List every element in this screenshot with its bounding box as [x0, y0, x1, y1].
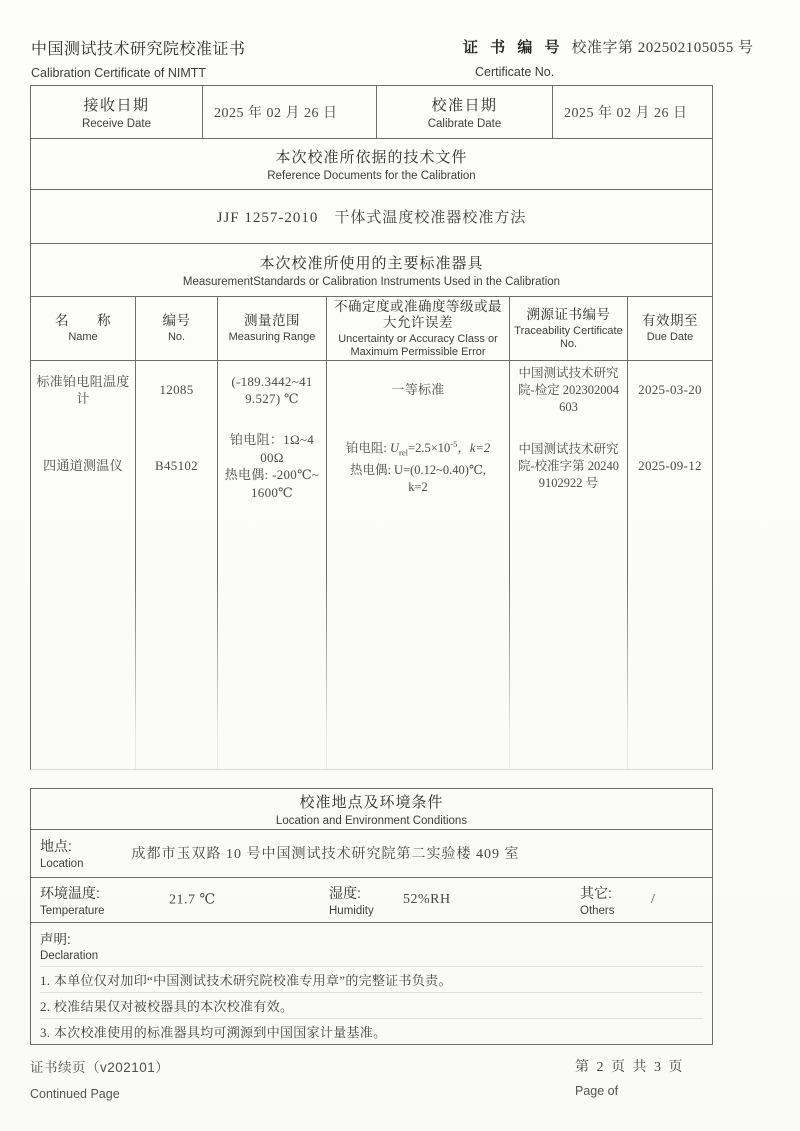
declaration-section	[31, 922, 712, 1044]
location-value: 成都市玉双路 10 号中国测试技术研究院第二实验楼 409 室	[131, 847, 520, 863]
calibrate-date-value: 2025 年 02 月 26 日	[564, 106, 688, 121]
col-header-name	[31, 297, 136, 360]
calibrate-date-value-cell	[553, 86, 712, 138]
location-section-title	[31, 789, 712, 829]
location-label	[40, 836, 83, 870]
location-title-cn: 校准地点及环境条件	[299, 793, 444, 811]
col-header-traceability-en: Traceability Certificate No.	[514, 324, 623, 350]
col-header-traceability-cn: 溯源证书编号	[526, 306, 611, 322]
col-header-name-cn: 名 称	[55, 313, 111, 328]
col-header-range	[218, 297, 327, 360]
col-header-uncertainty-en: Uncertainty or Accuracy Class or Maximum Permissible Error	[338, 332, 498, 358]
col-header-range-cn: 测量范围	[244, 313, 300, 328]
humidity-label-cn: 湿度:	[329, 884, 361, 901]
page-number-en: Page of	[575, 1084, 619, 1098]
calibrate-date-label-cell	[377, 86, 553, 138]
col-header-due-date-en: Due Date	[646, 331, 694, 343]
traceability-column	[510, 361, 628, 769]
others-label-cn: 其它:	[580, 884, 612, 901]
certificate-number-value: 校准字第 202502105055 号	[571, 40, 754, 56]
instrument-1-uncertainty: 一等标准	[391, 382, 445, 398]
receive-date-label-cn: 接收日期	[83, 97, 150, 114]
receive-date-value: 2025 年 02 月 26 日	[214, 106, 338, 121]
instrument-2-no: B45102	[155, 458, 198, 474]
instrument-1-range: (-189.3442~41 9.527) ℃	[231, 373, 313, 406]
reference-title-en: Reference Documents for the Calibration	[267, 170, 476, 182]
instrument-2-traceability: 中国测试技术研究 院-校准字第 20240 9102922 号	[517, 441, 620, 490]
footer-right	[575, 1056, 685, 1098]
others-label-en: Others	[580, 904, 615, 917]
footer-left	[30, 1056, 169, 1101]
standards-title-cn: 本次校准所使用的主要标准器具	[259, 255, 484, 272]
humidity-value: 52%RH	[403, 891, 451, 907]
instrument-2-due-date: 2025-09-12	[638, 458, 702, 474]
calibrate-date-label-en: Calibrate Date	[427, 118, 502, 130]
temperature-value: 21.7 ℃	[169, 892, 216, 908]
declaration-item-1: 1. 本单位仅对加印“中国测试技术研究院校准专用章”的完整证书负责。	[40, 966, 703, 992]
location-label-en: Location	[40, 858, 84, 871]
receive-date-value-cell	[203, 86, 377, 138]
instrument-2-uncertainty-pt: 铂电阻: $U_{rel}=2.5\times 10^{-5}$，k=2	[345, 439, 491, 458]
col-header-uncertainty	[327, 297, 510, 360]
col-header-due-date-cn: 有效期至	[642, 313, 698, 328]
no-column	[136, 361, 218, 769]
col-header-range-en: Measuring Range	[228, 331, 316, 343]
instrument-2-range: 铂电阻：1Ω~4 00Ω 热电偶: -200℃~ 1600℃	[224, 432, 320, 500]
instrument-2-uncertainty-tc: 热电偶: U=(0.12~0.40)℃, k=2	[349, 462, 487, 494]
temperature-label-cn: 环境温度:	[40, 884, 100, 901]
certificate-number-label: 证 书 编 号	[463, 39, 564, 56]
col-header-no	[136, 297, 218, 360]
certificate-number-line	[463, 36, 754, 57]
location-row	[31, 829, 712, 877]
uncertainty-column	[327, 361, 510, 769]
range-column	[218, 361, 327, 769]
certificate-number-label-en: Certificate No.	[475, 65, 555, 79]
reference-document: JJF 1257-2010 干体式温度校准器校准方法	[31, 189, 712, 243]
others-value: /	[651, 891, 656, 907]
continued-page-cn: 证书续页（v202101）	[30, 1060, 170, 1075]
declaration-item-2: 2. 校准结果仅对被校器具的本次校准有效。	[40, 992, 703, 1018]
receive-date-label-en: Receive Date	[81, 118, 152, 130]
declaration-item-3: 3. 本次校准使用的标准器具均可溯源到中国国家计量基准。	[40, 1018, 703, 1044]
standards-title-en: MeasurementStandards or Calibration Instruments Used in the Calibration	[182, 276, 561, 288]
standards-header-row	[31, 296, 712, 360]
col-header-name-en: Name	[68, 331, 98, 343]
calibrate-date-label-cn: 校准日期	[431, 97, 498, 114]
main-table	[30, 85, 713, 770]
humidity-label-en: Humidity	[329, 904, 374, 917]
doc-title-cn: 中国测试技术研究院校准证书	[31, 41, 246, 58]
col-header-uncertainty-cn: 不确定度或准确度等级或最大允许误差	[334, 298, 502, 330]
name-column	[31, 361, 136, 769]
location-title-en: Location and Environment Conditions	[275, 814, 468, 827]
instrument-1-due-date: 2025-03-20	[638, 382, 702, 398]
page-number-cn: 第 2 页 共 3 页	[575, 1060, 685, 1075]
others-label	[580, 883, 615, 917]
due-date-column	[628, 361, 712, 769]
date-row	[31, 86, 712, 138]
temperature-label	[40, 883, 105, 917]
declaration-label-en: Declaration	[40, 950, 99, 962]
continued-page-en: Continued Page	[30, 1087, 120, 1101]
page-footer	[30, 1056, 713, 1106]
humidity-label	[329, 883, 374, 917]
environment-row	[31, 877, 712, 922]
doc-title-en: Calibration Certificate of NIMTT	[31, 66, 207, 80]
document-header	[31, 36, 775, 82]
location-label-cn: 地点:	[40, 838, 72, 855]
col-header-due-date	[628, 297, 712, 360]
standards-section-title	[31, 243, 712, 296]
col-header-traceability	[510, 297, 628, 360]
reference-section-title	[31, 138, 712, 189]
temperature-label-en: Temperature	[40, 904, 105, 917]
col-header-no-en: No.	[167, 331, 186, 343]
instrument-2-name: 四通道测温仪	[43, 458, 123, 474]
instrument-1-no: 12085	[159, 382, 194, 398]
reference-title-cn: 本次校准所依据的技术文件	[275, 149, 468, 166]
col-header-no-cn: 编号	[162, 313, 191, 328]
certificate-number-block	[463, 36, 754, 79]
location-environment-box	[30, 788, 713, 1045]
declaration-label-cn: 声明:	[40, 932, 71, 947]
receive-date-label-cell	[31, 86, 203, 138]
instrument-1-traceability: 中国测试技术研究 院-检定 202302004 603	[517, 365, 620, 414]
instrument-1-name: 标准铂电阻温度计	[36, 373, 130, 406]
standards-body	[31, 360, 712, 769]
